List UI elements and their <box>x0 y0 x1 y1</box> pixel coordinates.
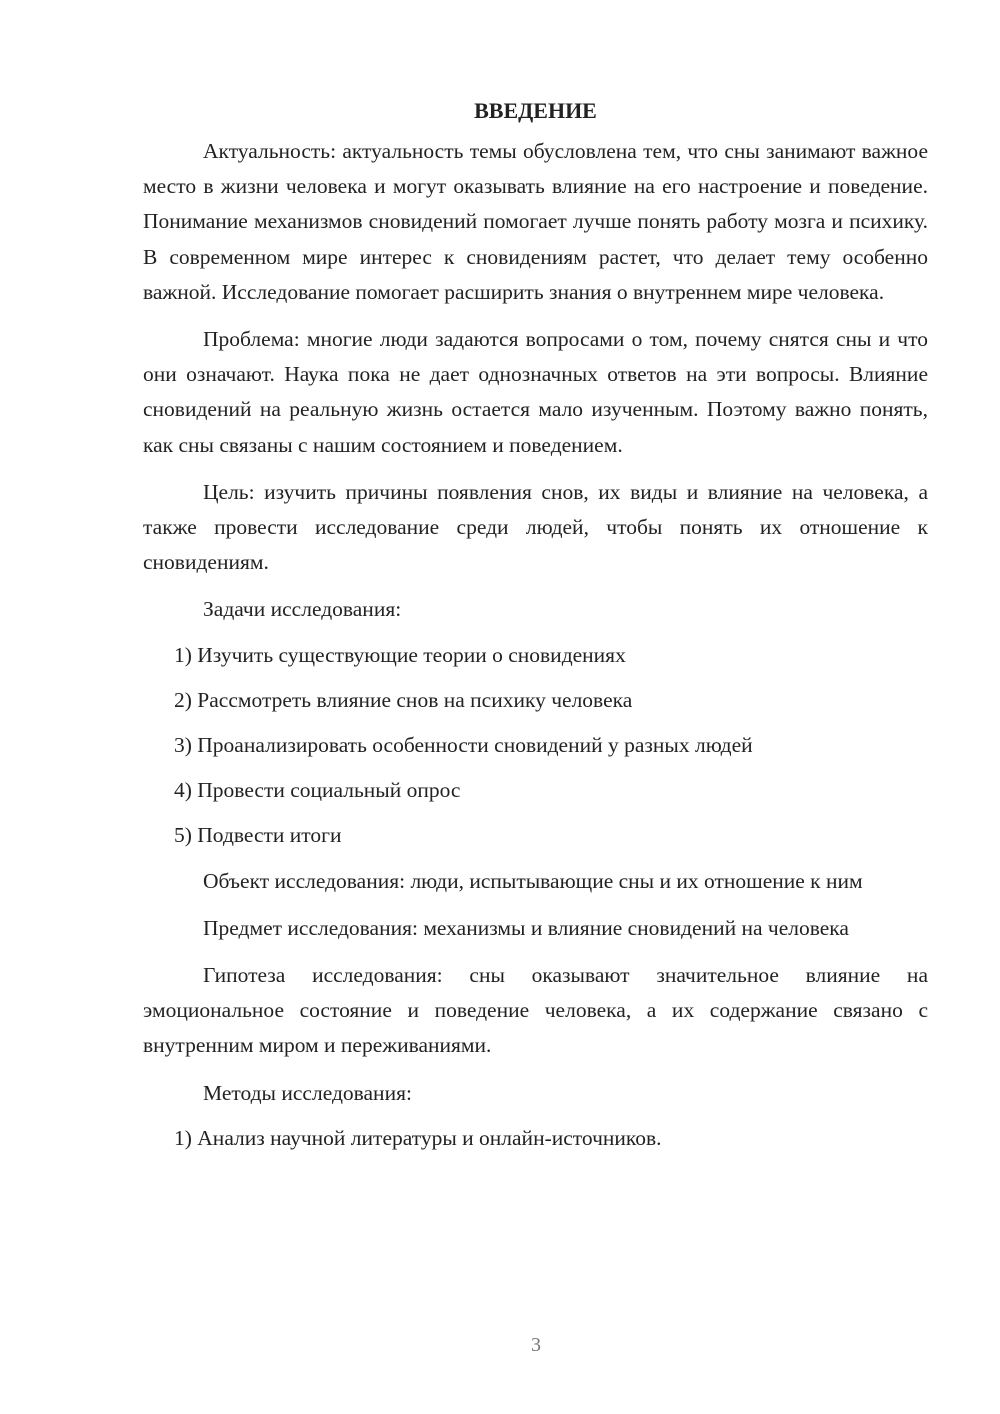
section-title: ВВЕДЕНИЕ <box>474 98 597 123</box>
methods-heading: Методы исследования: <box>203 1080 412 1105</box>
tasks-heading: Задачи исследования: <box>203 597 402 622</box>
list-item: 1) Изучить существующие теории о сновидениях <box>174 642 626 667</box>
page-number: 3 <box>531 1334 541 1356</box>
list-item: 1) Анализ научной литературы и онлайн-источников. <box>174 1125 662 1150</box>
paragraph-goal: Цель: изучить причины появления снов, их виды и влияние на человека, а также провести исследование среди людей, чтобы понять их отношение к сновидениям. <box>143 479 928 575</box>
paragraph-subject: Предмет исследования: механизмы и влияние сновидений на человека <box>203 915 849 940</box>
paragraph-problem: Проблема: многие люди задаются вопросами о том, почему снятся сны и что они означают. Наука пока не дает однозначных ответов на эти вопросы. Влияние сновидений на реальную жизнь остается мало изученным. Поэтому важно понять, как сны связаны с нашим состоянием и поведением. <box>143 327 928 457</box>
paragraph-object: Объект исследования: люди, испытывающие сны и их отношение к ним <box>203 868 863 893</box>
list-item: 4) Провести социальный опрос <box>174 778 461 803</box>
list-item: 5) Подвести итоги <box>174 823 342 848</box>
list-item: 3) Проанализировать особенности сновидений у разных людей <box>174 733 753 758</box>
paragraph-hypothesis: Гипотеза исследования: сны оказывают значительное влияние на эмоциональное состояние и поведение человека, а их содержание связано с внутренним миром и переживаниями. <box>143 963 928 1058</box>
tasks-list <box>143 638 928 854</box>
paragraph-relevance: Актуальность: актуальность темы обусловлена тем, что сны занимают важное место в жизни человека и могут оказывать влияние на его настроение и поведение. Понимание механизмов сновидений помогает лучше понять работу мозга и психику. В современном мире интерес к сновидениям растет, что делает тему особенно важной. Исследование помогает расширить знания о внутреннем мире человека. <box>143 139 928 304</box>
methods-list <box>143 1121 928 1156</box>
list-item: 2) Рассмотреть влияние снов на психику человека <box>174 687 633 712</box>
document-page <box>143 96 928 1166</box>
